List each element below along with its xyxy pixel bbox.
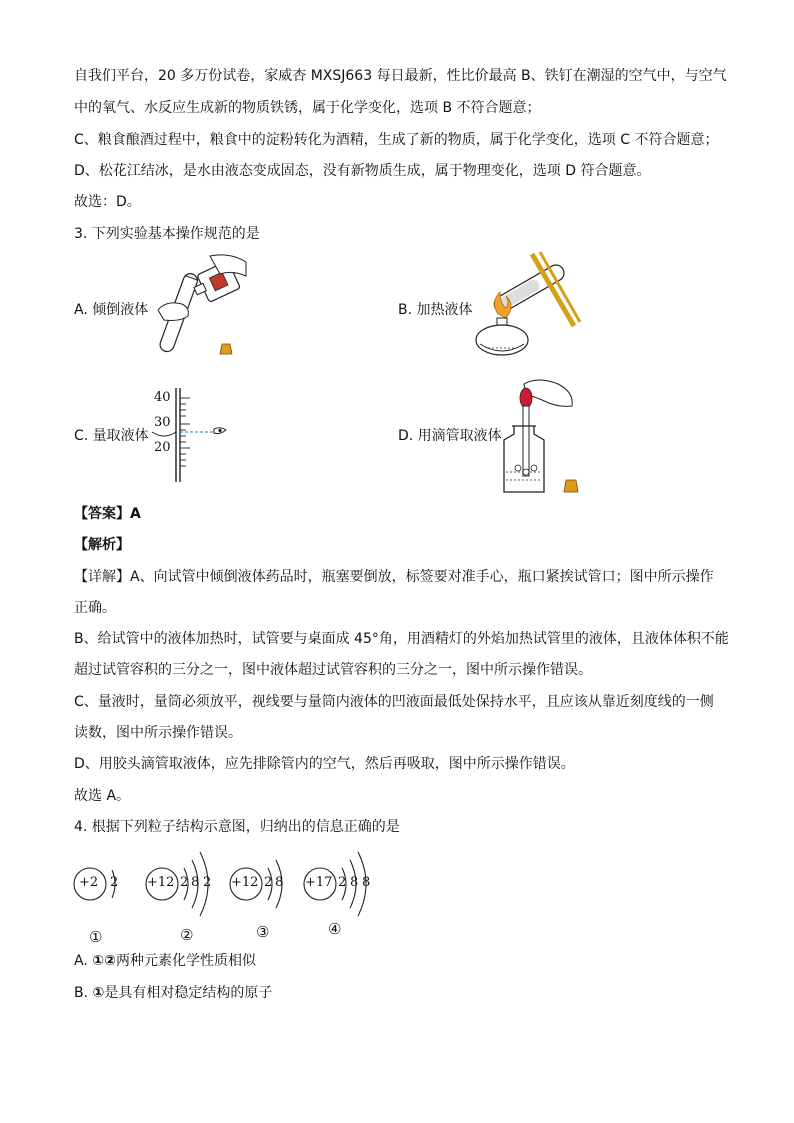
atom-2-shell-2: 8 <box>191 875 200 890</box>
paragraph-line-5: 故选：D。 <box>74 194 141 210</box>
pouring-liquid-figure <box>150 252 250 364</box>
paragraph-line-4: D、松花江结冰，是水由液态变成固态，没有新物质生成，属于物理变化，选项 D 符合题意。 <box>74 163 651 179</box>
q3-detail-line-3: B、给试管中的液体加热时，试管要与桌面成 45°角，用酒精灯的外焰加热试管里的液体，且液体体积不能 <box>74 631 729 647</box>
q3-option-d: D. 用滴管取液体 <box>398 428 502 444</box>
q3-detail-line-5: C、量液时，量筒必须放平，视线要与量筒内液体的凹液面最低处保持水平，且应该从靠近刻度线的一侧 <box>74 694 714 710</box>
q3-option-c: C. 量取液体 <box>74 428 149 444</box>
cylinder-tick-30: 30 <box>154 415 171 430</box>
question-4-stem: 4. 根据下列粒子结构示意图，归纳出的信息正确的是 <box>74 819 400 835</box>
atom-3-marker: ③ <box>256 923 270 941</box>
atom-4-shell-3: 8 <box>362 875 371 890</box>
atom-4-shell-1: 2 <box>338 875 347 890</box>
q3-detail-line-2: 正确。 <box>74 600 116 616</box>
q3-detail-line-8: 故选 A。 <box>74 788 131 804</box>
paragraph-line-2: 中的氧气、水反应生成新的物质铁锈，属于化学变化，选项 B 不符合题意； <box>74 100 541 116</box>
paragraph-line-3: C、粮食酿酒过程中，粮食中的淀粉转化为酒精，生成了新的物质，属于化学变化，选项 C 不符合题意； <box>74 132 719 148</box>
atom-4-nucleus: +17 <box>305 875 333 890</box>
atom-2-shell-3: 2 <box>203 875 212 890</box>
q3-analysis-heading: 【解析】 <box>74 537 130 553</box>
atom-1-shell-1: 2 <box>110 875 119 890</box>
q4-option-a <box>74 951 256 971</box>
q3-detail-line-7: D、用胶头滴管取液体，应先排除管内的空气，然后再吸取，图中所示操作错误。 <box>74 756 575 772</box>
q4-option-b-prefix: B. <box>74 985 93 1001</box>
atom-4-marker: ④ <box>328 920 342 938</box>
heating-liquid-figure <box>470 248 585 364</box>
q4-option-b-text: 是具有相对稳定结构的原子 <box>104 985 273 1001</box>
atom-2-shell-1: 2 <box>180 875 189 890</box>
atom-4-shell-2: 8 <box>350 875 359 890</box>
q4-option-b <box>74 983 272 1003</box>
q3-detail-line-1: 【详解】A、向试管中倾倒液体药品时，瓶塞要倒放，标签要对准手心，瓶口紧挨试管口；图中所示操作 <box>74 569 714 585</box>
q4-option-b-marks: ① <box>92 985 105 1001</box>
q3-answer: 【答案】A <box>74 506 141 522</box>
atom-3-nucleus: +12 <box>231 875 259 890</box>
q3-option-a: A. 倾倒液体 <box>74 302 149 318</box>
cylinder-tick-40: 40 <box>154 390 171 405</box>
q4-option-a-marks: ①② <box>92 953 116 969</box>
paragraph-line-1: 自我们平台，20 多万份试卷，家威杏 MXSJ663 每日最新，性比价最高 B、铁钉在潮湿的空气中，与空气 <box>74 68 727 84</box>
atom-2-nucleus: +12 <box>147 875 175 890</box>
dropper-figure <box>498 376 588 496</box>
atom-1-marker: ① <box>89 928 103 946</box>
q4-option-a-text: 两种元素化学性质相似 <box>115 953 256 969</box>
cylinder-tick-20: 20 <box>154 440 171 455</box>
atom-3-shell-1: 2 <box>264 875 273 890</box>
q3-detail-line-4: 超过试管容积的三分之一，图中液体超过试管容积的三分之一，图中所示操作错误。 <box>74 662 592 678</box>
q3-detail-line-6: 读数，图中所示操作错误。 <box>74 725 242 741</box>
atom-1-nucleus: +2 <box>79 875 99 890</box>
atom-2-marker: ② <box>180 926 194 944</box>
atom-3-shell-2: 8 <box>275 875 284 890</box>
atom-structure-diagrams <box>70 848 400 934</box>
q3-option-b: B. 加热液体 <box>398 302 473 318</box>
q4-option-a-prefix: A. <box>74 953 93 969</box>
question-3-stem: 3. 下列实验基本操作规范的是 <box>74 226 260 242</box>
